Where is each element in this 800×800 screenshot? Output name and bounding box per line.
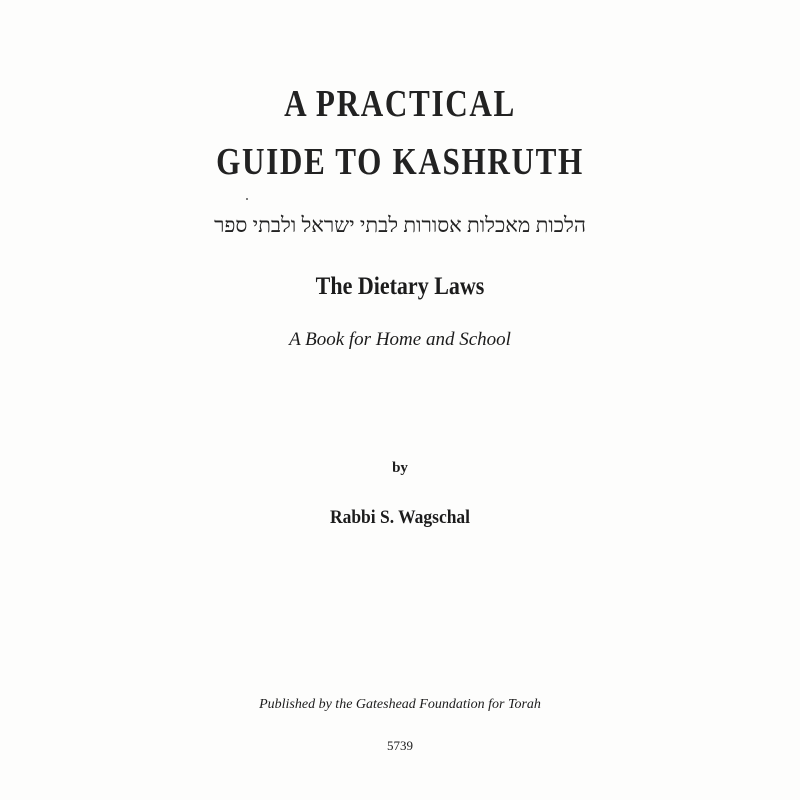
publication-year: 5739 (387, 738, 413, 753)
book-tagline: A Book for Home and School (289, 329, 511, 350)
print-speck (246, 198, 248, 200)
author-name: Rabbi S. Wagschal (329, 507, 471, 528)
by-label: by (392, 460, 408, 476)
hebrew-title: הלכות מאכלות אסורות לבתי ישראל ולבתי ספר (214, 213, 586, 237)
publisher-line: Published by the Gateshead Foundation for Torah (259, 697, 541, 712)
book-title-line-2: GUIDE TO KASHRUTH (216, 141, 584, 183)
book-subtitle: The Dietary Laws (315, 273, 485, 300)
book-title-line-1: A PRACTICAL (284, 83, 516, 125)
